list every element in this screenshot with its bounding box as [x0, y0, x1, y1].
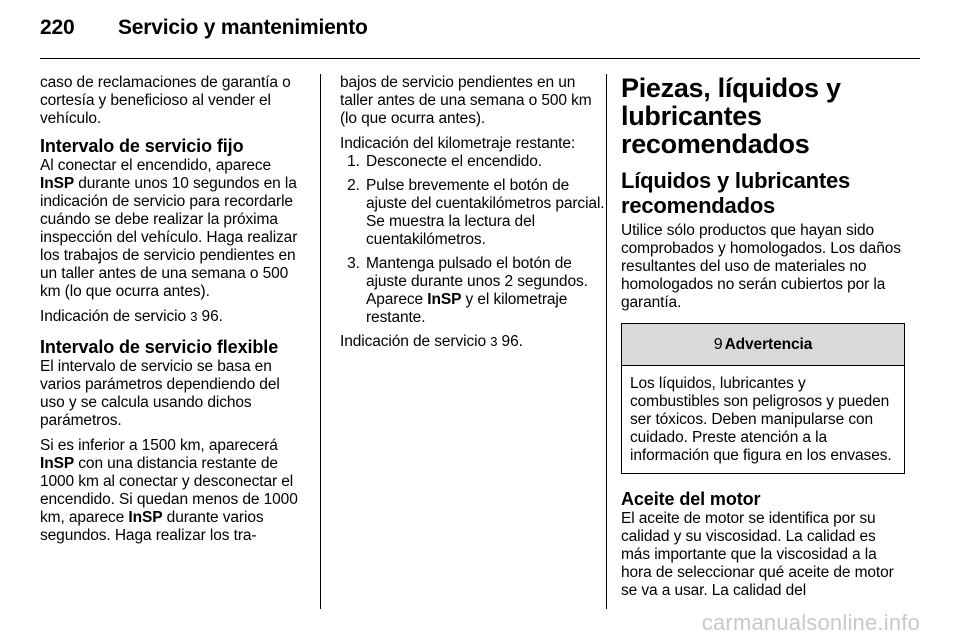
paragraph: caso de reclamaciones de garantía o cortesía y beneficioso al vender el vehículo. [40, 74, 291, 127]
warning-title-text: Advertencia [724, 336, 813, 353]
watermark: carmanualsonline.info [701, 610, 920, 635]
insp-display-text: InSP [40, 175, 75, 192]
page-header [40, 16, 368, 40]
insp-display-text: InSP [40, 455, 75, 472]
column-2 [340, 74, 606, 358]
text-run: durante unos 10 segundos en la indicación de servicio para recordarle cuándo se debe realizar la próxima inspección del vehículo. Haga realizar los trabajos de servicio pendientes en un taller antes de una semana o 500 km (lo que ocurra antes). [40, 175, 298, 300]
heading-intervalo-flexible: Intervalo de servicio flexible [40, 337, 279, 357]
section-title: Servicio y mantenimiento [118, 16, 368, 39]
paragraph: bajos de servicio pendientes en un taller antes de una semana o 500 km (lo que ocurra antes). [340, 74, 592, 127]
list-item: 2. Pulse brevemente el botón de ajuste del cuentakilómetros parcial. Se muestra la lectura del cuentakilómetros. [364, 177, 606, 249]
heading-intervalo-fijo: Intervalo de servicio fijo [40, 136, 244, 156]
insp-display-text: InSP [128, 509, 163, 526]
cross-reference [40, 308, 306, 326]
paragraph [40, 437, 306, 545]
warning-box [621, 323, 905, 474]
paragraph: El intervalo de servicio se basa en varios parámetros dependiendo del uso y se calcula usando dichos parámetros. [40, 358, 280, 429]
page-ref-link[interactable]: 96. [497, 333, 523, 350]
column-divider [606, 74, 607, 609]
warning-body: Los líquidos, lubricantes y combustibles son peligrosos y pueden ser tóxicos. Deben manipularse con cuidado. Preste atención a la información que figura en los envases. [630, 375, 892, 464]
cross-reference [340, 333, 606, 351]
text-run: Indicación de servicio [340, 333, 491, 350]
list-item: 1. Desconecte el encendido. [364, 153, 606, 171]
column-1 [40, 74, 306, 545]
paragraph: Indicación del kilometraje restante: [340, 135, 576, 152]
header-rule [40, 58, 920, 59]
warning-title [622, 324, 904, 366]
page-ref-arrow-icon: 3 [190, 309, 198, 324]
column-divider [320, 74, 321, 609]
list-item [364, 255, 606, 327]
text-run: con una distancia restante de 1000 km al conectar y desconectar el encendido. Si quedan menos de 1000 km, aparece [40, 455, 298, 526]
page-ref-link[interactable]: 96. [197, 308, 223, 325]
heading-aceite-motor: Aceite del motor [621, 489, 761, 509]
paragraph [40, 157, 306, 301]
steps-list [340, 153, 606, 327]
section-heading: Líquidos y lubricantes recomendados [621, 168, 851, 218]
text-run: Si es inferior a 1500 km, aparecerá [40, 437, 278, 454]
warning-triangle-icon: 9 [713, 336, 723, 353]
insp-display-text: InSP [427, 291, 462, 308]
page-ref-arrow-icon: 3 [490, 334, 498, 349]
page-number: 220 [40, 16, 75, 39]
text-run: Al conectar el encendido, aparece [40, 157, 272, 174]
text-run: Mantenga pulsado el botón de ajuste durante unos 2 segundos. Aparece [366, 255, 588, 308]
paragraph: El aceite de motor se identifica por su calidad y su viscosidad. La calidad es más importante que la viscosidad a la hora de seleccionar qué aceite de motor se va a usar. La calidad del [621, 510, 894, 599]
text-run: Indicación de servicio [40, 308, 191, 325]
text-run: y el kilometraje restante. [366, 291, 568, 326]
chapter-heading: Piezas, líquidos y lubricantes recomendados [621, 73, 841, 159]
column-3 [621, 74, 905, 600]
text-run: durante varios segundos. Haga realizar los tra- [40, 509, 264, 544]
paragraph: Utilice sólo productos que hayan sido comprobados y homologados. Los daños resultantes del uso de materiales no homologados no serán cubiertos por la garantía. [621, 222, 901, 311]
